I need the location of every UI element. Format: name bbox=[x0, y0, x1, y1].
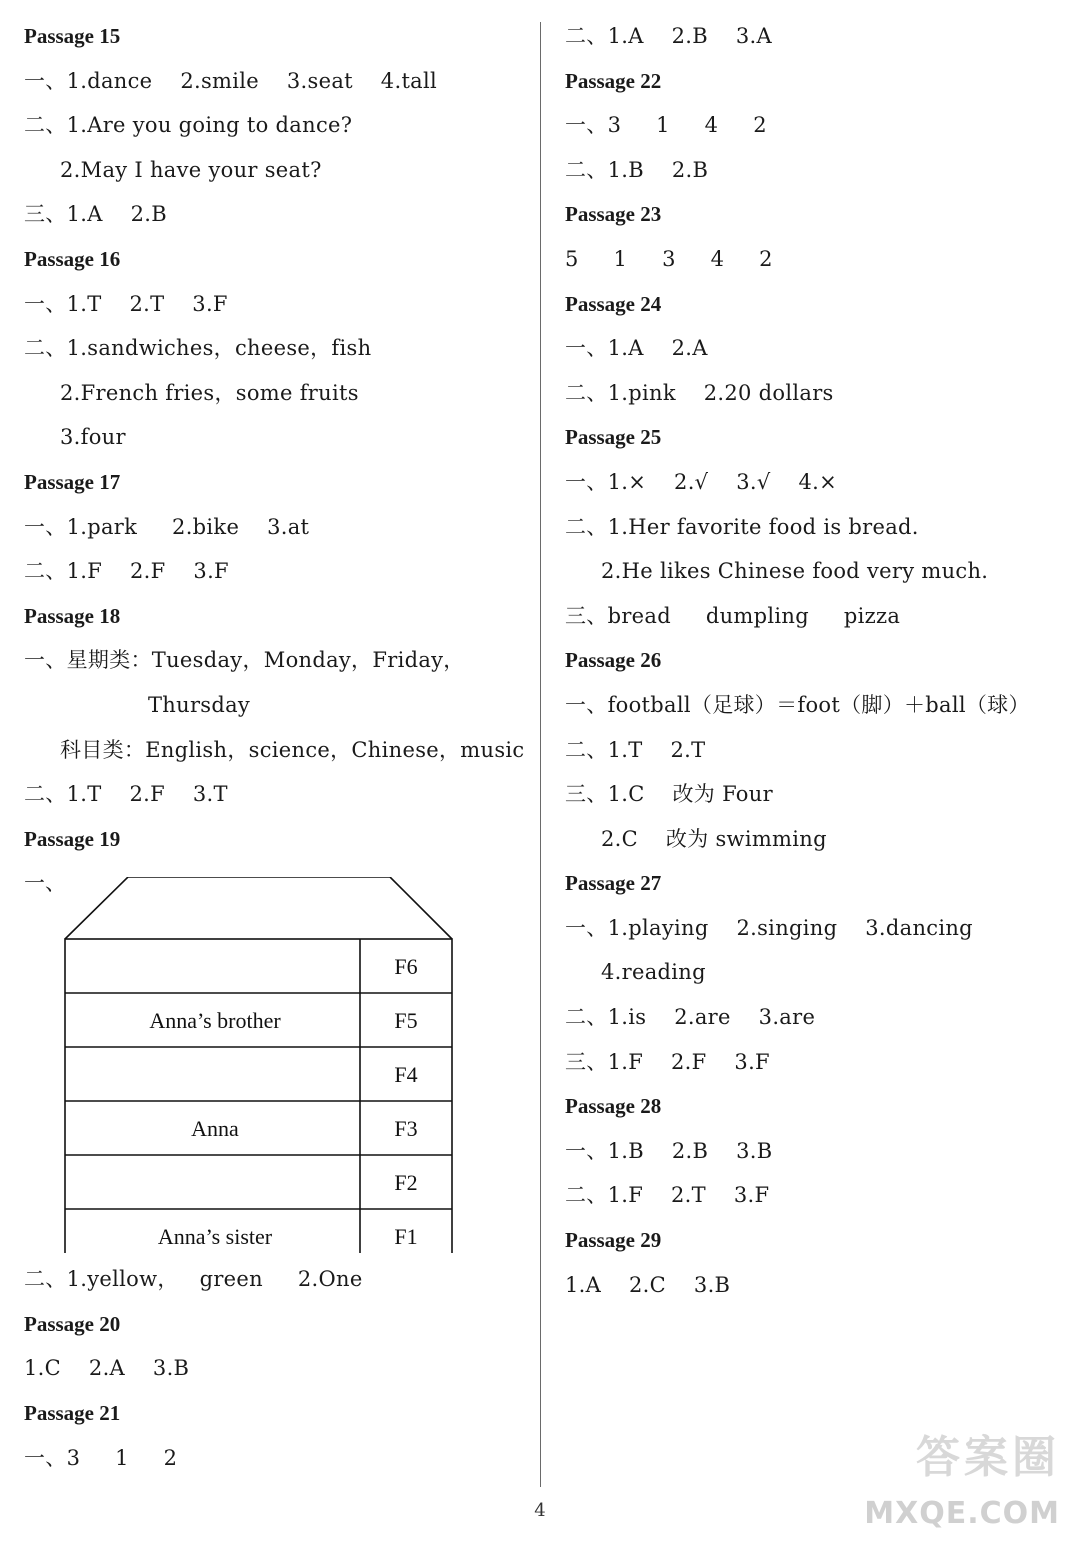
answer-line: 一、3 1 2 bbox=[24, 1445, 178, 1470]
answer-line: 一、1.park 2.bike 3.at bbox=[24, 514, 310, 539]
watermark-logo bbox=[864, 1421, 1060, 1531]
answer-line: 2.He likes Chinese food very much. bbox=[601, 559, 989, 584]
answer-line: 二、1.yellow， green 2.One bbox=[24, 1267, 363, 1292]
answer-line: 2.French fries，some fruits bbox=[60, 380, 359, 405]
answer-line: 一、星期类：Tuesday，Monday，Friday， bbox=[24, 648, 465, 673]
passage-heading: Passage 19 bbox=[24, 826, 121, 851]
answer-line: 3.four bbox=[60, 425, 126, 450]
passage-heading: Passage 17 bbox=[24, 469, 121, 494]
floor-occupant: Anna’s sister bbox=[157, 1224, 273, 1250]
floor-label: F4 bbox=[394, 1062, 418, 1088]
answer-line: 二、1.F 2.T 3.F bbox=[565, 1183, 770, 1208]
building-diagram bbox=[24, 861, 524, 1257]
passage-heading: Passage 15 bbox=[24, 24, 121, 48]
answer-line: 1.A 2.C 3.B bbox=[565, 1272, 731, 1297]
answer-line: 1.C 2.A 3.B bbox=[24, 1356, 190, 1381]
watermark-text: 答案圈 bbox=[916, 1432, 1060, 1483]
answer-line: 二、1.Are you going to dance? bbox=[24, 113, 353, 138]
building-roof bbox=[65, 877, 452, 939]
passage-heading: Passage 20 bbox=[24, 1311, 121, 1336]
floor-label: F6 bbox=[394, 954, 418, 980]
answer-line: 一、1.B 2.B 3.B bbox=[565, 1138, 773, 1163]
answer-line: 三、bread dumpling pizza bbox=[565, 603, 901, 628]
answer-line: 2.C 改为 swimming bbox=[601, 826, 827, 851]
passage-heading: Passage 25 bbox=[565, 425, 662, 450]
answer-line: Thursday bbox=[148, 692, 251, 717]
answer-line: 5 1 3 4 2 bbox=[565, 246, 773, 271]
passage-heading: Passage 18 bbox=[24, 603, 121, 628]
passage-heading: Passage 24 bbox=[565, 291, 662, 316]
answer-line: 一、1.× 2.√ 3.√ 4.× bbox=[565, 469, 838, 494]
floor-label: F1 bbox=[394, 1224, 418, 1250]
answer-line: 二、1.T 2.T bbox=[565, 737, 706, 762]
passage-heading: Passage 21 bbox=[24, 1401, 121, 1426]
answer-line: 三、1.F 2.F 3.F bbox=[565, 1049, 770, 1074]
passage-heading: Passage 28 bbox=[565, 1094, 662, 1119]
column-divider bbox=[540, 22, 541, 1487]
answer-line: 一、football（足球）＝foot（脚）＋ball（球） bbox=[565, 692, 1030, 717]
passage-heading: Passage 27 bbox=[565, 871, 662, 896]
building-outline bbox=[65, 939, 452, 1253]
answer-line: 二、1.A 2.B 3.A bbox=[565, 24, 772, 48]
passage-heading: Passage 26 bbox=[565, 648, 662, 673]
answer-line: 二、1.B 2.B bbox=[565, 157, 709, 182]
answer-line: 一、1.dance 2.smile 3.seat 4.tall bbox=[24, 68, 438, 93]
watermark-url: MXQE.COM bbox=[864, 1496, 1060, 1531]
answer-line: 二、1.Her favorite food is bread. bbox=[565, 514, 919, 539]
passage-heading: Passage 23 bbox=[565, 202, 662, 227]
floor-label: F5 bbox=[394, 1008, 418, 1034]
answer-line: 二、1.T 2.F 3.T bbox=[24, 782, 228, 807]
answer-line: 一、1.playing 2.singing 3.dancing bbox=[565, 915, 973, 940]
answer-line: 一、3 1 4 2 bbox=[565, 113, 767, 138]
answer-line: 一、1.T 2.T 3.F bbox=[24, 291, 228, 316]
passage-heading: Passage 16 bbox=[24, 246, 121, 271]
floor-label: F3 bbox=[394, 1116, 418, 1142]
section-marker: 一、 bbox=[24, 871, 66, 896]
answer-line: 三、1.A 2.B bbox=[24, 202, 167, 227]
passage-heading: Passage 29 bbox=[565, 1228, 662, 1253]
answer-line: 科目类：English，science，Chinese，music bbox=[60, 737, 525, 762]
floor-label: F2 bbox=[394, 1170, 418, 1196]
answer-line: 二、1.is 2.are 3.are bbox=[565, 1005, 816, 1030]
floor-occupant: Anna’s brother bbox=[149, 1008, 281, 1034]
floor-occupant: Anna bbox=[191, 1116, 239, 1142]
answer-line: 二、1.F 2.F 3.F bbox=[24, 559, 229, 584]
answer-line: 4.reading bbox=[601, 960, 706, 985]
page-number: 4 bbox=[534, 1500, 546, 1521]
answer-line: 二、1.sandwiches，cheese，fish bbox=[24, 336, 372, 361]
answer-line: 2.May I have your seat? bbox=[60, 157, 322, 182]
right-column bbox=[565, 14, 1065, 1307]
building-drawing bbox=[60, 877, 460, 1253]
answer-line: 三、1.C 改为 Four bbox=[565, 782, 773, 807]
answer-line: 一、1.A 2.A bbox=[565, 336, 708, 361]
left-column bbox=[24, 14, 524, 1480]
answer-line: 二、1.pink 2.20 dollars bbox=[565, 380, 834, 405]
passage-heading: Passage 22 bbox=[565, 68, 662, 93]
